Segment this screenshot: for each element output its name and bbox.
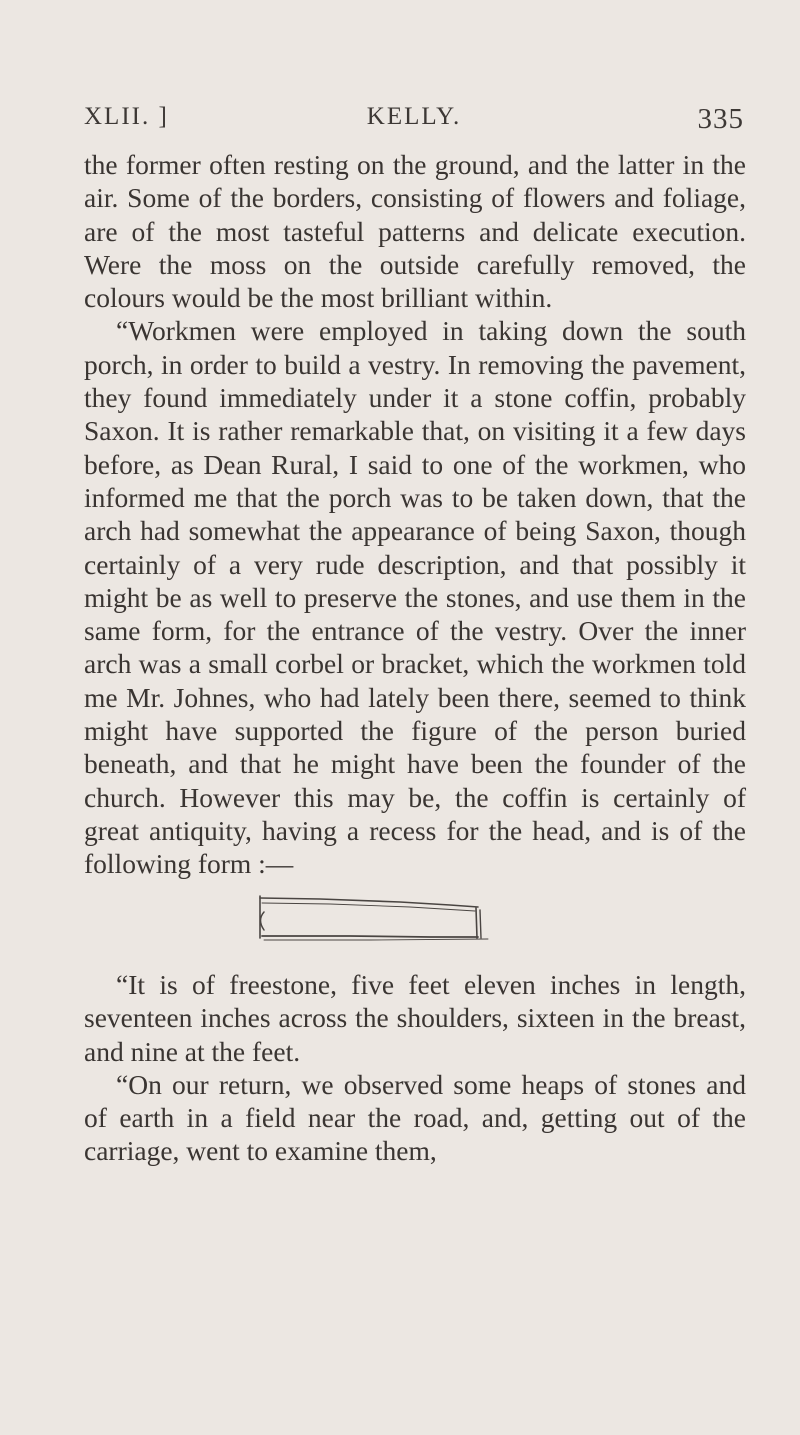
running-header [84,103,744,143]
running-title: KELLY. [366,103,462,130]
coffin-figure [250,876,520,956]
coffin-outline-icon [250,876,520,956]
paragraph-workmen: “Workmen were employed in taking down the south porch, in order to build a vestry. In removing the pavement, they found immediately under it a stone coffin, probably Saxon. It is rather remarkable that, on visiting it a few days before, as Dean Rural, I said to one of the workmen, who informed me that the porch was to be taken down, that the arch had somewhat the appearance of being Saxon, though certainly of a very rude description, and that possibly it might be as well to preserve the stones, and use them in the same form, for the entrance of the vestry. Over the inner arch was a small corbel or bracket, which the workmen told me Mr. Johnes, who had lately been there, seemed to think might have supported the figure of the person buried beneath, and that he might have been the founder of the church. However this may be, the coffin is certainly of great antiquity, having a recess for the head, and is of the following form :— [84,315,746,880]
chapter-number: XLII. ] [84,103,169,130]
paragraph-dimensions: “It is of freestone, five feet eleven inches in length, seventeen inches across the shoulders, sixteen in the breast, and nine at the feet. [84,969,746,1067]
body-text-top [84,148,746,881]
paragraph-continued: the former often resting on the ground, and the latter in the air. Some of the borders, consisting of flowers and foliage, are of the most tasteful patterns and delicate execution. Were the moss on the outside carefully removed, the colours would be the most brilliant within. [84,149,746,314]
paragraph-return: “On our return, we observed some heaps of stones and of earth in a field near the road, and, getting out of the carriage, went to examine them, [84,1068,746,1167]
body-text-bottom [84,968,746,1168]
page-number: 335 [697,103,744,135]
